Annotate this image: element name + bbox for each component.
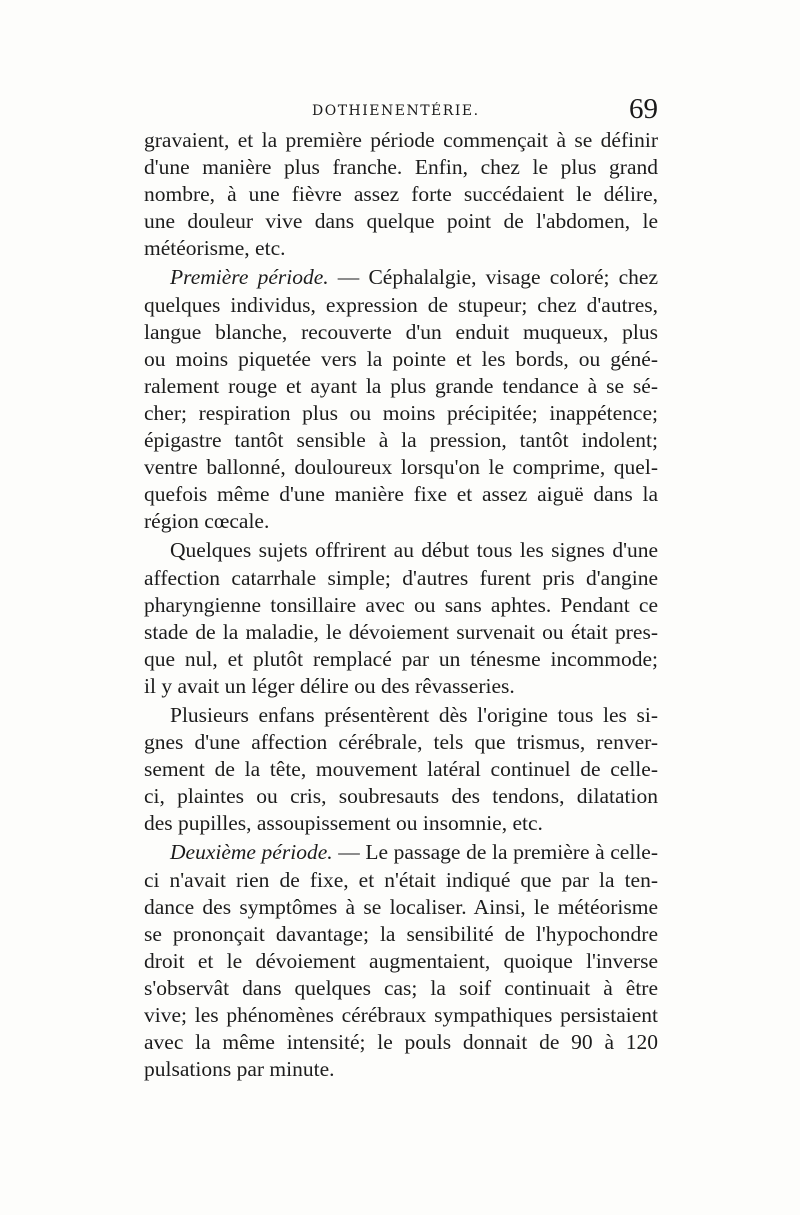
paragraph xyxy=(144,839,658,1083)
text-line: épigastre tantôt sensible à la pression, tantôt indolent; xyxy=(144,428,658,453)
running-title: DOTHIENENTÉRIE. xyxy=(312,103,480,119)
text-line: avec la même intensité; le pouls donnait de 90 à 120 xyxy=(144,1030,658,1055)
text-line: cher; respiration plus ou moins précipitée; inappétence; xyxy=(144,400,658,425)
text-line: stade de la maladie, le dévoiement survenait ou était pres- xyxy=(144,619,658,644)
text-line: il y avait un léger délire ou des rêvasseries. xyxy=(144,673,515,698)
body-text xyxy=(144,127,658,1085)
text-line: météorisme, etc. xyxy=(144,236,286,261)
text-line: vive; les phénomènes cérébraux sympathiques persistaient xyxy=(144,1003,658,1027)
text-line: sement de la tête, mouvement latéral continuel de celle- xyxy=(144,757,658,782)
text-line: région cœcale. xyxy=(144,509,270,534)
text-run: — Céphalalgie, visage coloré; chez xyxy=(328,265,658,290)
text-line: que nul, et plutôt remplacé par un ténesme incommode; xyxy=(144,646,658,671)
text-line: se prononçait davantage; la sensibilité de l'hypochondre xyxy=(144,921,658,946)
text-line: nombre, à une fièvre assez forte succédaient le délire, xyxy=(144,182,658,207)
text-line: Plusieurs enfans présentèrent dès l'origine tous les si- xyxy=(170,702,658,727)
text-line: quelques individus, expression de stupeur; chez d'autres, xyxy=(144,292,658,317)
text-line: pulsations par minute. xyxy=(144,1057,335,1082)
paragraph xyxy=(144,264,658,535)
paragraph xyxy=(144,537,658,700)
text-line xyxy=(144,264,658,291)
text-line: s'observât dans quelques cas; la soif continuait à être xyxy=(144,975,658,1000)
text-line: gnes d'une affection cérébrale, tels que trismus, renver- xyxy=(144,730,658,755)
text-line xyxy=(144,839,658,866)
text-line: une douleur vive dans quelque point de l'abdomen, le xyxy=(144,209,658,234)
text-line: gravaient, et la première période commençait à se définir xyxy=(144,128,658,152)
text-line: droit et le dévoiement augmentaient, quoique l'inverse xyxy=(144,948,658,973)
text-line: pharyngienne tonsillaire avec ou sans aphtes. Pendant ce xyxy=(144,592,658,617)
text-run: — Le passage de la première à celle- xyxy=(332,840,658,865)
text-line: ci, plaintes ou cris, soubresauts des tendons, dilatation xyxy=(144,784,658,809)
text-line: ou moins piquetée vers la pointe et les bords, ou géné- xyxy=(144,346,658,371)
text-line: d'une manière plus franche. Enfin, chez le plus grand xyxy=(144,155,658,180)
text-line: dance des symptômes à se localiser. Ainsi, le météorisme xyxy=(144,894,658,919)
paragraph xyxy=(144,127,658,262)
text-line: Quelques sujets offrirent au début tous les signes d'une xyxy=(170,538,658,563)
text-line: des pupilles, assoupissement ou insomnie, etc. xyxy=(144,811,543,836)
page-number: 69 xyxy=(629,93,658,125)
text-line: langue blanche, recouverte d'un enduit muqueux, plus xyxy=(144,319,658,344)
section-heading: Deuxième période. xyxy=(170,840,333,865)
text-line: affection catarrhale simple; d'autres furent pris d'angine xyxy=(144,565,658,590)
paragraph xyxy=(144,702,658,837)
text-line: ventre ballonné, douloureux lorsqu'on le comprime, quel- xyxy=(144,455,658,480)
text-line: quefois même d'une manière fixe et assez aiguë dans la xyxy=(144,482,658,507)
text-line: ralement rouge et ayant la plus grande tendance à se sé- xyxy=(144,373,658,398)
text-line: ci n'avait rien de fixe, et n'était indiqué que par la ten- xyxy=(144,867,658,892)
section-heading: Première période. xyxy=(170,265,329,290)
running-head xyxy=(144,93,658,129)
